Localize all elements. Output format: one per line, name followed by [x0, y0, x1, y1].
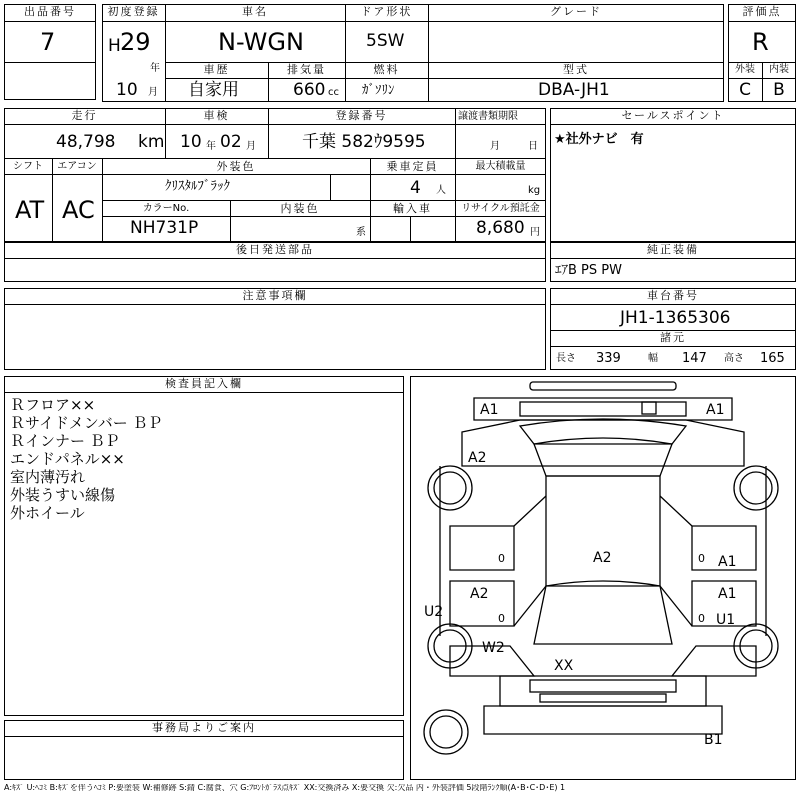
car-name-label: 車名 [242, 5, 268, 18]
score-value: R [752, 28, 769, 56]
shift-value: AT [15, 196, 45, 224]
dims-label: 諸元 [660, 331, 686, 344]
office-label: 事務局よりご案内 [152, 721, 256, 734]
mark-zero: 0 [698, 552, 705, 565]
shift-label: シフト [13, 161, 43, 172]
capacity-value: 4 [410, 178, 421, 198]
mark-zero: 0 [498, 552, 505, 565]
sales-point-text: ★社外ナビ 有 [554, 132, 644, 147]
ext-color-value: ｸﾘｽﾀﾙﾌﾞﾗｯｸ [165, 179, 230, 194]
legend-text: A:ｷｽﾞ U:ﾍｺﾐ B:ｷｽﾞを伴うﾍｺﾐ P:要塗装 W:補修跡 S:錆 C:腐食、穴 G:ﾌﾛﾝﾄｶﾞﾗｽ点ｷｽﾞ XX:交換済み X:要交換 欠:欠品 内・外装評価 5段階ﾗﾝｸ順(A･B･C･D･E) 1 [4, 784, 566, 792]
first-reg-month: 10 [116, 80, 138, 100]
int-color-label: 内装色 [280, 202, 320, 215]
insp-month: 02 [220, 132, 242, 152]
ext-label: 外装 [735, 64, 755, 75]
era: H [108, 36, 121, 56]
capacity-label: 乗車定員 [386, 160, 439, 173]
mark-u2: U2 [424, 604, 444, 620]
chassis-value: JH1-1365306 [620, 308, 731, 328]
recycle-label: リサイクル預託金 [461, 203, 540, 214]
import-label: 輸入車 [393, 202, 432, 215]
door-type: 5SW [366, 31, 405, 51]
history-label: 車歴 [203, 63, 230, 76]
mark-a1-left: A1 [480, 402, 499, 418]
ac-value: AC [62, 196, 95, 224]
width-label: 幅 [648, 353, 658, 364]
first-reg-year: 29 [120, 28, 151, 56]
later-parts-label: 後日発送部品 [236, 243, 314, 256]
score-label: 評価点 [742, 5, 782, 18]
mark-zero: 0 [498, 612, 505, 625]
car-diagram [410, 376, 796, 780]
mark-a1-right: A1 [706, 402, 725, 418]
lot-value: 7 [40, 28, 56, 56]
sales-point-label: セールスポイント [621, 109, 725, 122]
plate-label: 登録番号 [335, 109, 388, 122]
color-no-label: カラーNo. [142, 203, 190, 214]
int-label: 内装 [769, 64, 789, 75]
history-value: 自家用 [188, 80, 239, 100]
height-label: 高さ [724, 353, 744, 364]
mark-a1-right-rear: A1 [718, 586, 737, 602]
mileage-value: 48,798 [56, 132, 116, 152]
recycle-value: 8,680 [476, 218, 525, 238]
int-grade: B [773, 80, 785, 100]
door-label: ドア形状 [360, 5, 413, 18]
inspector-line: 室内薄汚れ [10, 468, 86, 486]
int-color-unit: 系 [356, 227, 366, 238]
mark-w2: W2 [482, 640, 505, 656]
length-value: 339 [596, 351, 621, 366]
mark-b1: B1 [704, 732, 723, 748]
mark-u1: U1 [716, 612, 736, 628]
inspector-line: Ｒフロア×× [10, 396, 96, 414]
fuel-label: 燃料 [373, 63, 400, 76]
width-value: 147 [682, 351, 707, 366]
max-load-unit: kg [528, 185, 541, 196]
mark-a1-right-door: A1 [718, 554, 737, 570]
inspector-line: 外ホイール [10, 504, 85, 522]
inspector-notes [10, 396, 163, 522]
inspector-line: 外装うすい線傷 [10, 486, 116, 504]
first-reg-label: 初度登録 [107, 5, 160, 18]
displacement-unit: cc [328, 87, 339, 98]
ac-label: エアコン [57, 161, 97, 172]
insp-year-unit: 年 [206, 141, 216, 152]
inspector-line: Ｒサイドメンバー ＢＰ [10, 414, 163, 432]
inspector-line: エンドパネル×× [10, 450, 125, 468]
mark-a2-roof: A2 [593, 550, 612, 566]
mark-a2-front-left: A2 [468, 450, 487, 466]
ext-color-label: 外装色 [216, 160, 256, 173]
mark-zero: 0 [698, 612, 705, 625]
inspector-line: Ｒインナー ＢＰ [10, 432, 120, 450]
recycle-unit: 円 [530, 227, 540, 238]
displacement-label: 排気量 [287, 63, 326, 76]
displacement-value: 660 [293, 80, 326, 100]
car-name: N-WGN [218, 28, 304, 56]
transfer-month-unit: 月 [490, 141, 500, 152]
inspection-label: 車検 [203, 109, 230, 122]
max-load-label: 最大積載量 [475, 161, 526, 172]
insp-month-unit: 月 [246, 141, 256, 152]
height-value: 165 [760, 351, 785, 366]
equipment-label: 純正装備 [647, 243, 699, 256]
ext-grade: C [739, 80, 751, 100]
length-label: 長さ [556, 353, 576, 364]
fuel-value: ｶﾞｿﾘﾝ [362, 83, 395, 98]
inspector-label: 検査員記入欄 [165, 377, 243, 390]
grade-label: グレード [550, 5, 602, 18]
transfer-day-unit: 日 [528, 141, 538, 152]
model-value: DBA-JH1 [538, 80, 610, 100]
transfer-label: 譲渡書類期限 [458, 111, 518, 122]
sales-point-box [550, 108, 796, 242]
plate-value: 千葉 582ｳ9595 [302, 132, 426, 152]
model-label: 型式 [563, 63, 589, 76]
year-unit: 年 [150, 63, 160, 74]
equipment-value: ｴｱB PS PW [555, 263, 622, 278]
notes-label: 注意事項欄 [242, 289, 308, 302]
mileage-label: 走行 [71, 109, 98, 122]
lot-label: 出品番号 [24, 5, 76, 18]
mileage-unit: km [138, 132, 165, 152]
mark-xx: XX [554, 658, 574, 674]
color-no-value: NH731P [130, 218, 199, 238]
chassis-label: 車台番号 [647, 289, 699, 302]
mark-a2-left-door: A2 [470, 586, 489, 602]
insp-year: 10 [180, 132, 202, 152]
capacity-unit: 人 [436, 185, 446, 196]
month-unit: 月 [148, 87, 158, 98]
